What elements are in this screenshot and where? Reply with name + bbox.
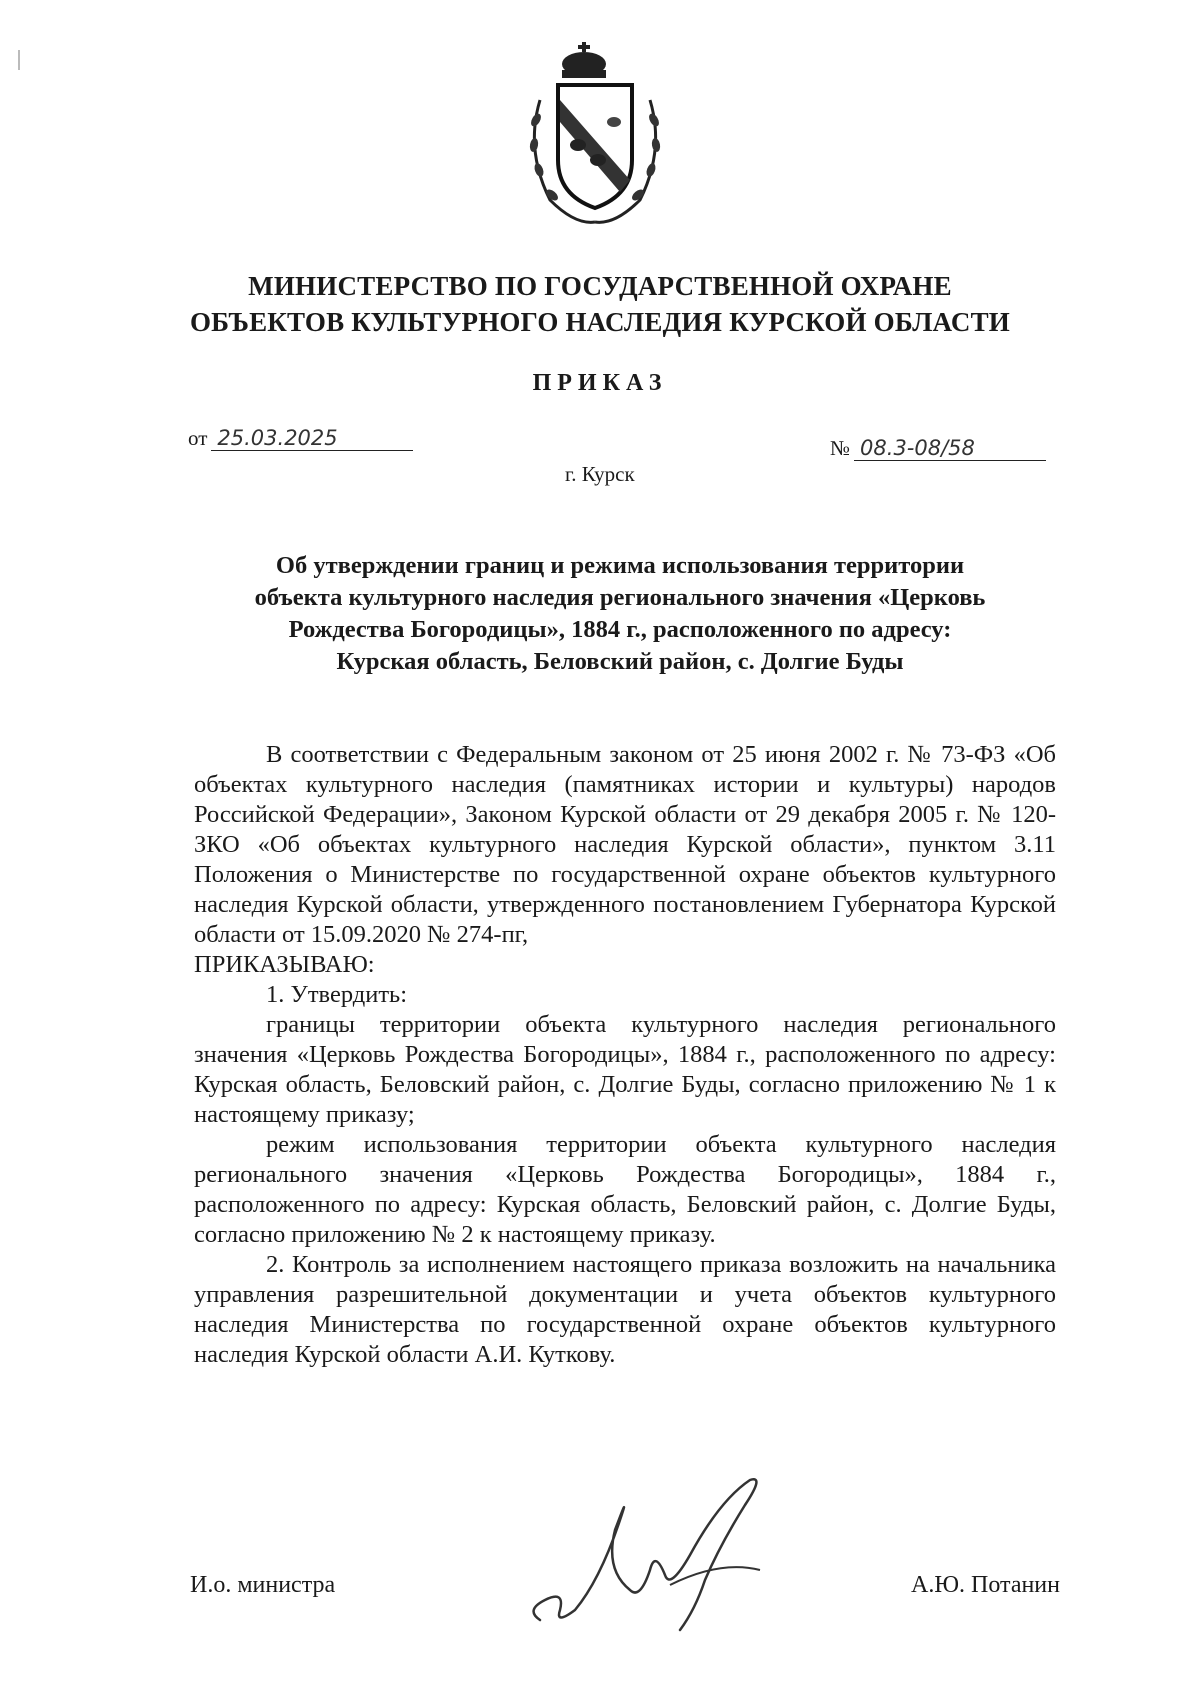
date-prefix: от bbox=[188, 426, 208, 450]
paragraph-boundaries: границы территории объекта культурного наследия регионального значения «Церковь Рождества Богородицы», 1884 г., расположенного по адресу: Курская область, Беловский район, с. Долгие Буды, согласно приложению № 1 к настоящему приказу; bbox=[194, 1011, 1056, 1128]
paragraph-item-1: 1. Утвердить: bbox=[266, 981, 408, 1008]
ministry-line-1: МИНИСТЕРСТВО ПО ГОСУДАРСТВЕННОЙ ОХРАНЕ bbox=[248, 271, 952, 301]
order-date bbox=[188, 426, 413, 451]
paragraph-preamble: В соответствии с Федеральным законом от 25 июня 2002 г. № 73-ФЗ «Об объектах культурного наследия (памятниках истории и культуры) народов Российской Федерации», Законом Курской области от 29 декабря 2005 г. № 120-ЗКО «Об объектах культурного наследия Курской области», пунктом 3.11 Положения о Министерстве по государственной охране объектов культурного наследия Курской области, утвержденного постановлением Губернатора Курской области от 15.09.2020 № 274-пг, bbox=[194, 741, 1056, 948]
scan-mark bbox=[18, 50, 20, 70]
ministry-line-2: ОБЪЕКТОВ КУЛЬТУРНОГО НАСЛЕДИЯ КУРСКОЙ ОБЛАСТИ bbox=[189, 307, 1010, 337]
subject-line-1: Об утверждении границ и режима использования территории bbox=[275, 552, 965, 579]
paragraph-order-word: ПРИКАЗЫВАЮ: bbox=[194, 951, 375, 978]
subject-line-2: объекта культурного наследия регионального значения «Церковь bbox=[254, 584, 986, 611]
paragraph-usage-regime: режим использования территории объекта культурного наследия регионального значения «Церковь Рождества Богородицы», 1884 г., расположенного по адресу: Курская область, Беловский район, с. Долгие Буды, согласно приложению № 2 к настоящему приказу. bbox=[194, 1131, 1056, 1248]
ministry-name bbox=[150, 268, 1050, 340]
coat-of-arms-emblem bbox=[520, 40, 670, 230]
signature-block bbox=[190, 1530, 1060, 1660]
paragraph-item-2: 2. Контроль за исполнением настоящего приказа возложить на начальника управления разрешительной документации и учета объектов культурного наследия Министерства по государственной охране объектов культурного наследия Курской области А.И. Куткову. bbox=[194, 1251, 1056, 1368]
city: г. Курск bbox=[565, 462, 635, 486]
number-value: 08.3-08/58 bbox=[854, 436, 1046, 461]
handwritten-signature bbox=[520, 1460, 780, 1640]
order-body bbox=[194, 740, 1056, 1370]
signer-title: И.о. министра bbox=[190, 1572, 336, 1598]
date-value: 25.03.2025 bbox=[211, 426, 413, 451]
order-subject bbox=[190, 550, 1050, 678]
number-prefix: № bbox=[830, 436, 851, 460]
subject-line-3: Рождества Богородицы», 1884 г., расположенного по адресу: bbox=[288, 616, 952, 643]
order-number bbox=[830, 436, 1046, 461]
subject-line-4: Курская область, Беловский район, с. Долгие Буды bbox=[336, 648, 904, 675]
signer-name: А.Ю. Потанин bbox=[911, 1572, 1060, 1598]
document-type: ПРИКАЗ bbox=[532, 370, 668, 396]
